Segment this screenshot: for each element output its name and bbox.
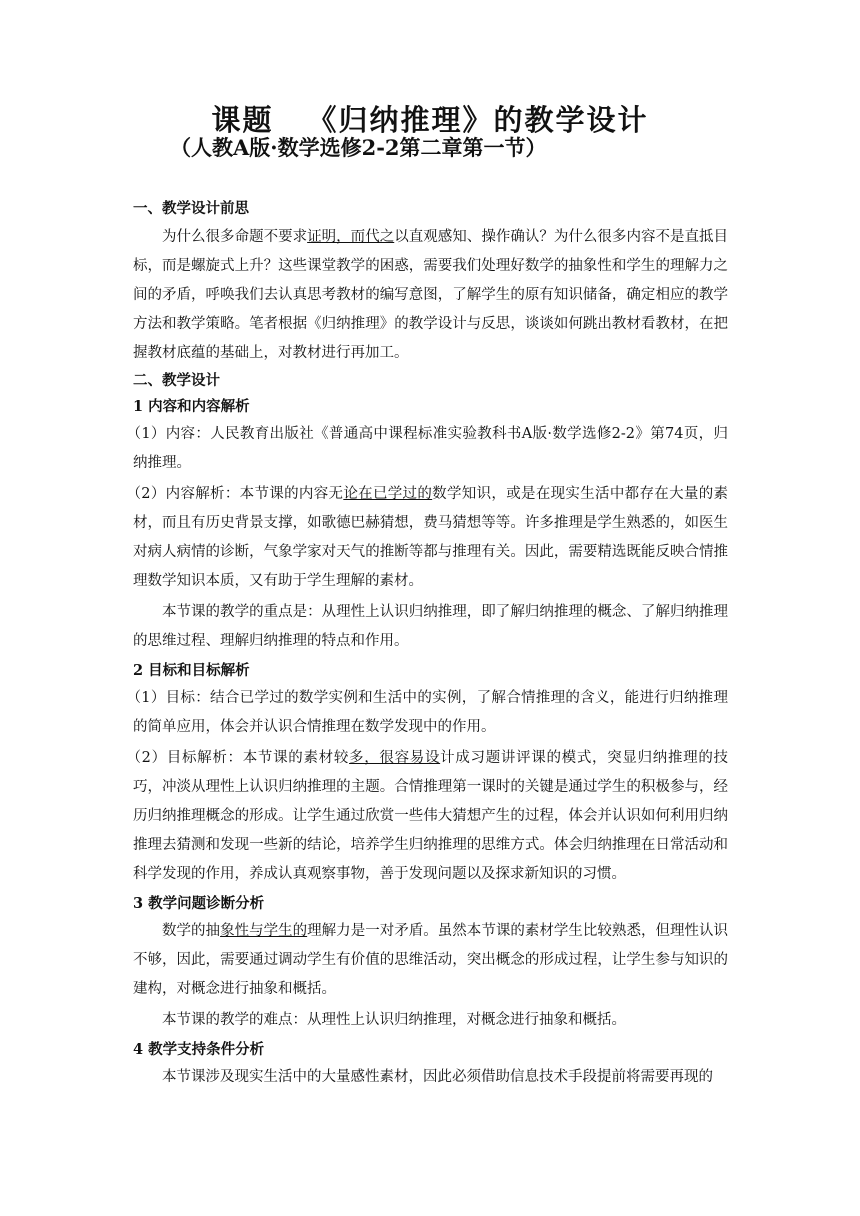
- paragraph-content: （1）内容：人民教育出版社《普通高中课程标准实验教科书A版·数学选修2-2》第74页，归纳推理。: [126, 426, 728, 471]
- text-segment: （2）目标解析：本节课的素材较: [126, 750, 350, 766]
- text-segment: 为什么很多命题不要求: [162, 229, 308, 245]
- subsection-heading-4: 4 教学支持条件分析: [133, 1041, 265, 1058]
- underlined-text: 论在已学过的: [343, 486, 433, 502]
- subsection-heading-1: 1 内容和内容解析: [133, 398, 250, 415]
- underlined-text: 象性与学生的: [220, 923, 308, 939]
- text-segment: 数学的抽: [162, 923, 221, 939]
- text-segment: 以直观感知、操作确认？为什么很多内容不是直抵目标，而是螺旋式上升？这些课堂教学的困惑，需要我们处理好数学的抽象性和学生的理解力之间的矛盾，呼唤我们去认真思考教材的编写意图，了解学生的原有知识储备，确定相应的教学方法和教学策略。笔者根据《归纳推理》的教学设计与反思，谈谈如何跳出教材看教材，在把握教材底蕴的基础上，对教材进行再加工。: [133, 229, 729, 361]
- text-segment: 计成习题讲评课的模式，突显归纳推理的技巧，冲淡从理性上认识归纳推理的主题。合情推理第一课时的关键是通过学生的积极参与，经历归纳推理概念的形成。让学生通过欣赏一些伟大猜想产生的过程，体会并认识如何利用归纳推理去猜测和发现一些新的结论，培养学生归纳推理的思维方式。体会归纳推理在日常活动和科学发现的作用，养成认真观察事物，善于发现问题以及探求新知识的习惯。: [133, 750, 728, 882]
- section-heading-2: 二、教学设计: [133, 372, 220, 389]
- title-label: 课题: [211, 103, 274, 137]
- underlined-text: 多，很容易设: [349, 750, 441, 766]
- subsection-heading-2: 2 目标和目标解析: [133, 662, 250, 679]
- paragraph-support-conditions: 本节课涉及现实生活中的大量感性素材，因此必须借助信息技术手段提前将需要再现的: [162, 1069, 713, 1085]
- title-text: 《归纳推理》的教学设计: [307, 103, 649, 137]
- text-segment: 数学知识，或是在现实生活中都存在大量的素材，而且有历史背景支撑，如歌德巴赫猜想，费马猜想等等。许多推理是学生熟悉的，如医生对病人病情的诊断，气象学家对天气的推断等都与推理有关。因此，需要精选既能反映合情推理数学知识本质，又有助于学生理解的素材。: [133, 486, 729, 589]
- text-segment: 理解力是一对矛盾。虽然本节课的素材学生比较熟悉，但理性认识不够，因此，需要通过调动学生有价值的思维活动，突出概念的形成过程，让学生参与知识的建构，对概念进行抽象和概括。: [133, 923, 729, 997]
- text-segment: （2）内容解析：本节课的内容无: [126, 486, 344, 502]
- paragraph-design-prethinking: [133, 223, 728, 368]
- paragraph-objectives-analysis: [126, 744, 728, 889]
- paragraph-content-analysis: [126, 480, 729, 596]
- paragraph-problem-diagnosis: [133, 917, 728, 1004]
- paragraph-difficulty: 本节课的教学的难点：从理性上认识归纳推理，对概念进行抽象和概括。: [162, 1012, 626, 1028]
- section-heading-1: 一、教学设计前思: [133, 200, 249, 217]
- document-body: [126, 198, 729, 1094]
- paragraph-key-point: 本节课的教学的重点是：从理性上认识归纳推理，即了解归纳推理的概念、了解归纳推理的思维过程、理解归纳推理的特点和作用。: [133, 604, 728, 649]
- underlined-text: 证明，而代之: [307, 229, 395, 245]
- document-subtitle: （人教A版·数学选修2-2第二章第一节）: [170, 135, 547, 160]
- subsection-heading-3: 3 教学问题诊断分析: [133, 895, 265, 912]
- paragraph-objectives: （1）目标：结合已学过的数学实例和生活中的实例，了解合情推理的含义，能进行归纳推理的简单应用，体会并认识合情推理在数学发现中的作用。: [126, 690, 728, 735]
